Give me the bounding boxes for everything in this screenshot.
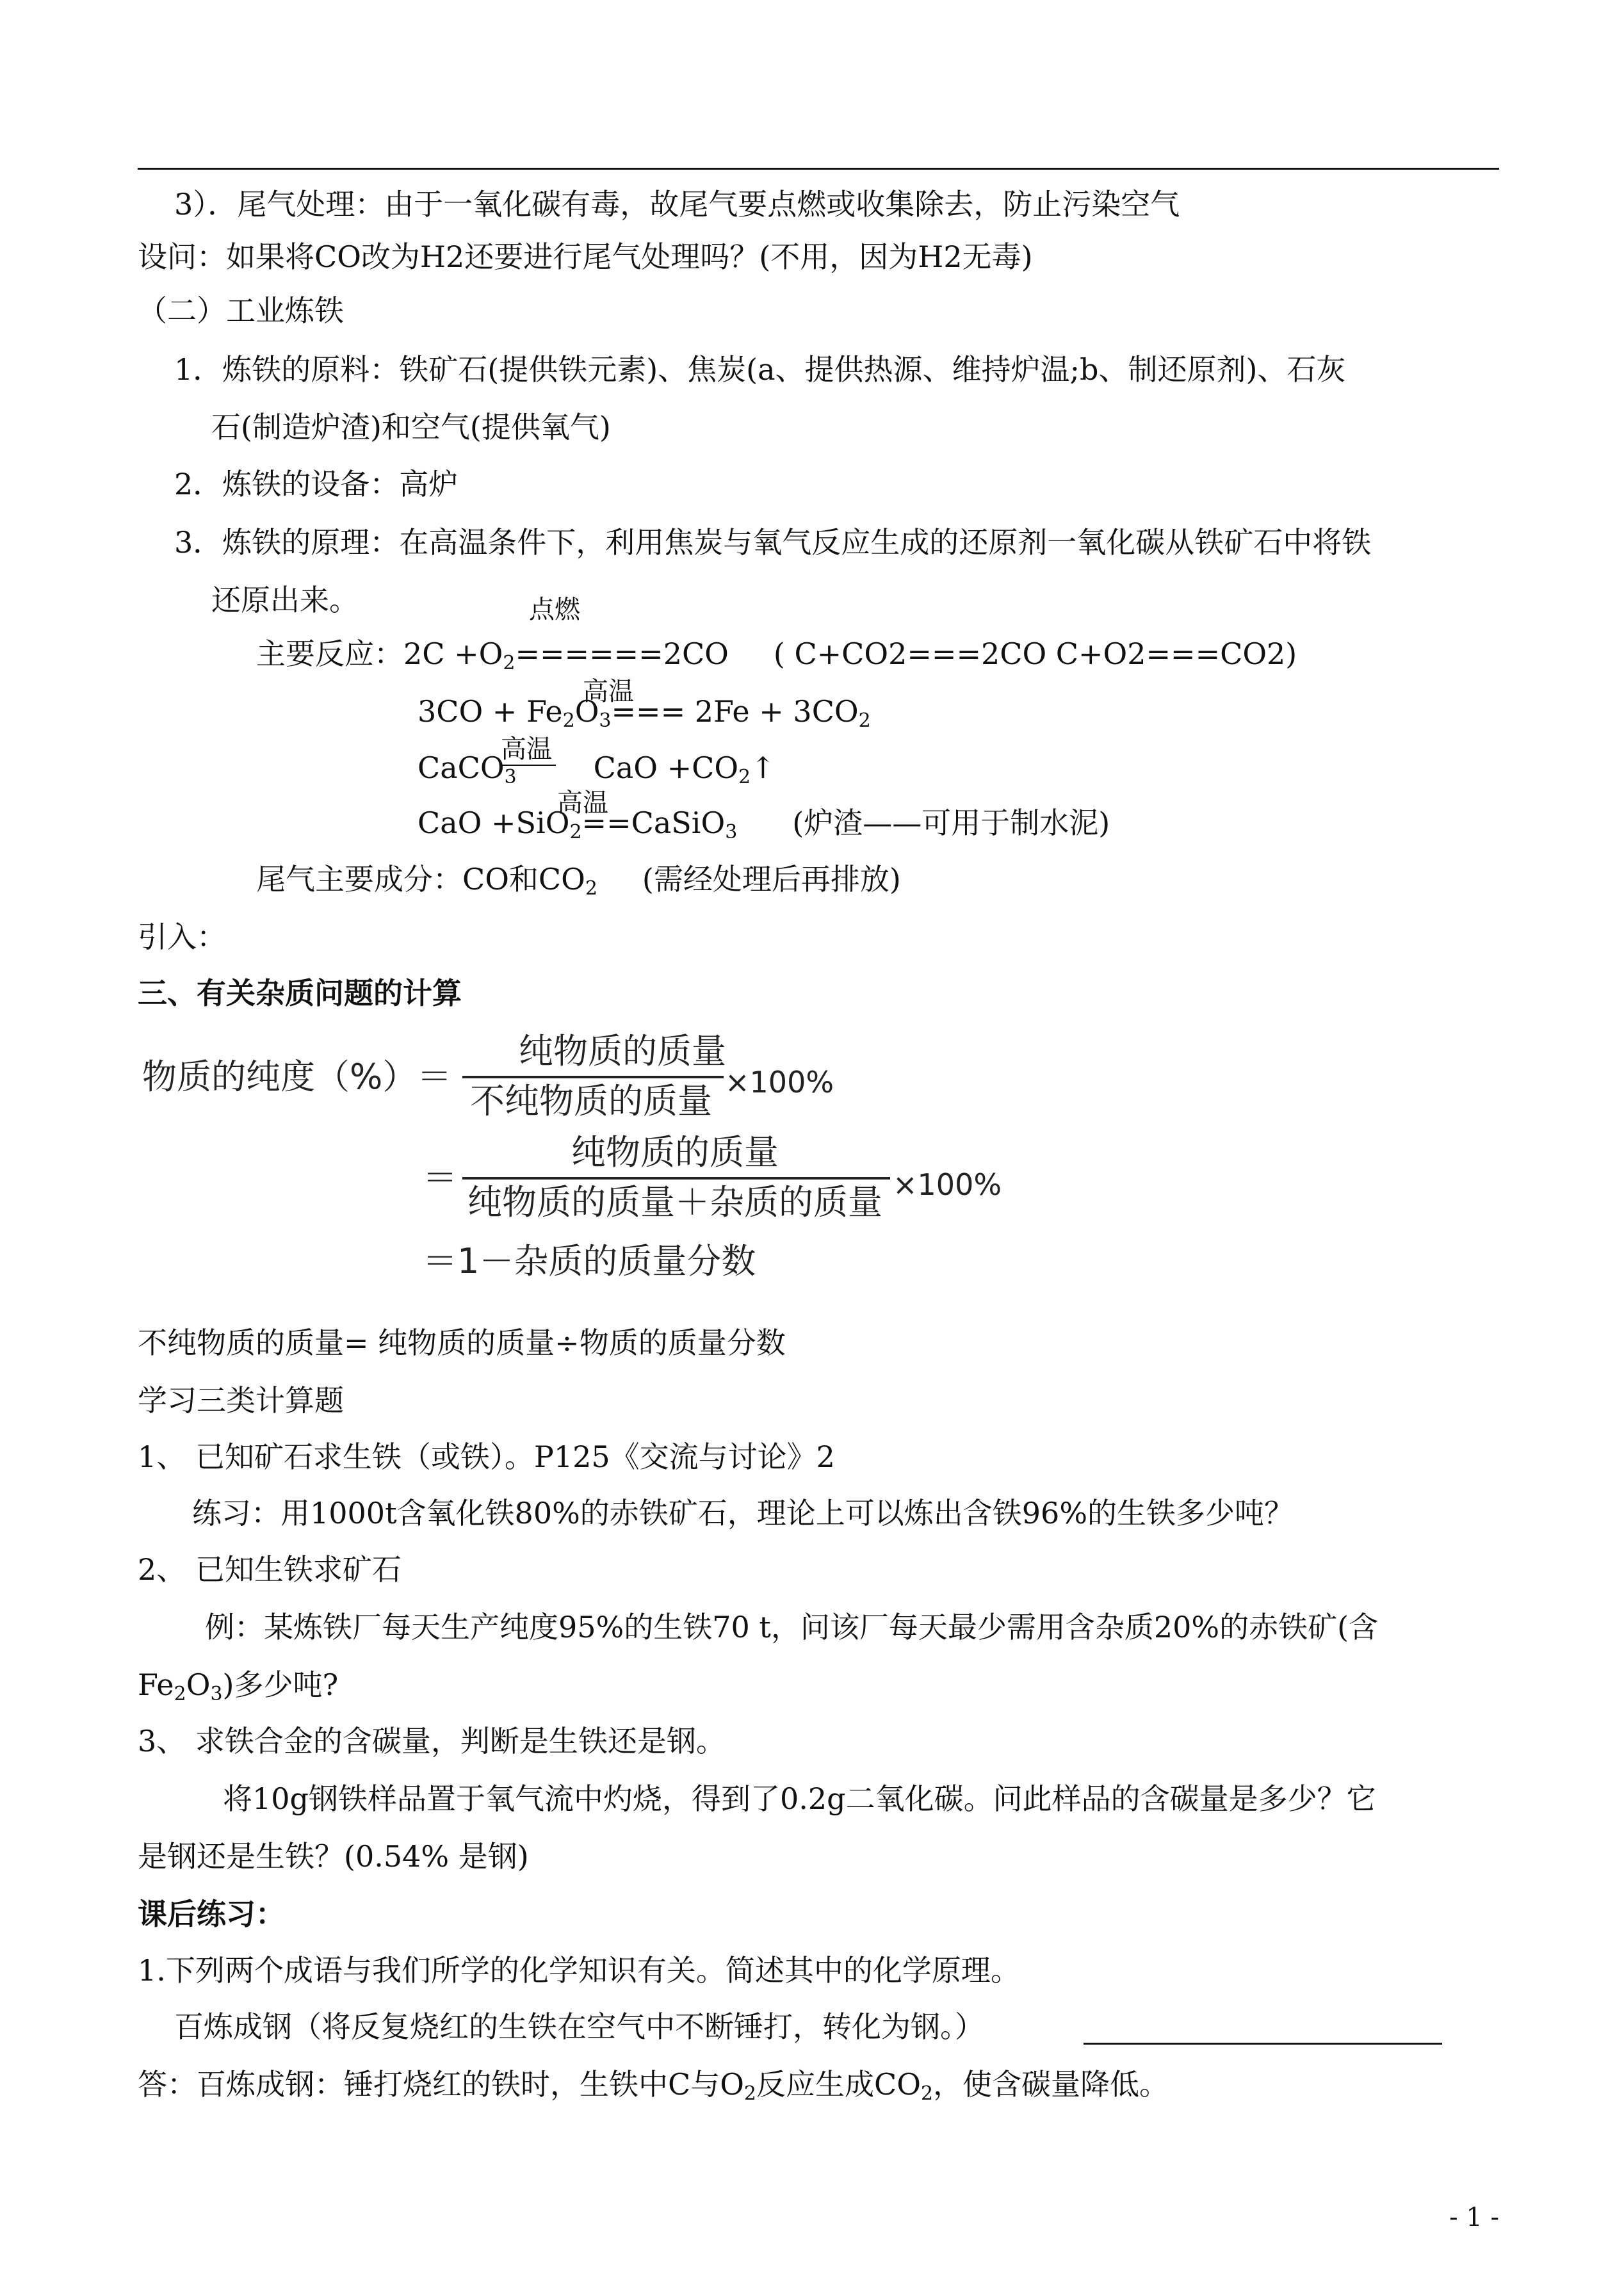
high-temp-condition: 高温	[583, 677, 634, 706]
formula-line-3: ＝1－杂质的质量分数	[423, 1241, 756, 1281]
header-rule	[138, 168, 1499, 170]
type-1-heading: 1、 已知矿石求生铁（或铁）。P125《交流与讨论》2	[138, 1439, 835, 1474]
reaction-1: 主要反应：$2C +O_2======2CO$ ( C+CO2===2CO C+O2===CO2)	[256, 637, 1297, 674]
reaction-3: CaCO$_3$ CaO $+CO_2↑$	[418, 750, 775, 788]
example-2-cont: $Fe_2O_3$)多少吨?	[138, 1667, 339, 1705]
example-3-cont: 是钢还是生铁？(0.54% 是钢)	[138, 1839, 529, 1874]
equipment-line: 2．炼铁的设备：高炉	[174, 467, 459, 501]
section-impurity-calc: 三、有关杂质问题的计算	[138, 976, 462, 1010]
exercise-1: 练习：用1000t含氧化铁80%的赤铁矿石，理论上可以炼出含铁96%的生铁多少吨？	[192, 1496, 1294, 1530]
ignite-condition: 点燃	[529, 595, 580, 624]
fraction-bar-2	[462, 1177, 890, 1180]
answer-line: 答：百炼成钢：锤打烧红的铁时，生铁中C与$O_2$反应生成$CO_2$，使含碳量降低。	[138, 2067, 1169, 2105]
fraction-bar-1	[462, 1076, 724, 1078]
example-2: 例：某炼铁厂每天生产纯度95%的生铁70 t，问该厂每天最少需用含杂质20%的赤铁矿(含	[205, 1610, 1379, 1644]
after-class-heading: 课后练习：	[138, 1897, 285, 1931]
intro-label: 引入：	[138, 920, 226, 954]
high-temp-condition: 高温	[501, 734, 552, 764]
impure-mass-line: 不纯物质的质量= 纯物质的质量÷物质的质量分数	[138, 1326, 786, 1360]
example-3: 将10g钢铁样品置于氧气流中灼烧，得到了0.2g二氧化碳。问此样品的含碳量是多少？它	[223, 1781, 1376, 1816]
type-2-heading: 2、 已知生铁求矿石	[138, 1552, 402, 1587]
raw-materials-line: 1．炼铁的原料：铁矿石(提供铁元素)、焦炭(a、提供热源、维持炉温;b、制还原剂)、石灰	[174, 352, 1346, 387]
formula-denominator-2: 纯物质的质量＋杂质的质量	[467, 1182, 882, 1222]
reaction-4: CaO +SiO$_2$==CaSiO$_3$ (炉渣——可用于制水泥)	[418, 806, 1110, 843]
three-types-label: 学习三类计算题	[138, 1383, 344, 1418]
principle-line: 3．炼铁的原理：在高温条件下，利用焦炭与氧气反应生成的还原剂一氧化碳从铁矿石中将铁	[174, 525, 1372, 560]
formula-multiplier-2: ×100%	[893, 1167, 1002, 1202]
idiom-question: 1.下列两个成语与我们所学的化学知识有关。简述其中的化学原理。	[138, 1953, 1020, 1988]
section-industrial-iron: （二）工业炼铁	[138, 293, 344, 328]
formula-equals-2: ＝	[423, 1158, 457, 1198]
formula-numerator-2: 纯物质的质量	[571, 1132, 779, 1172]
page-number: - 1 -	[1449, 2203, 1499, 2232]
formula-multiplier-1: ×100%	[725, 1065, 834, 1099]
formula-numerator-1: 纯物质的质量	[519, 1031, 726, 1071]
idiom-item: 百炼成钢（将反复烧红的生铁在空气中不断锤打，转化为钢。）	[174, 2009, 984, 2044]
type-3-heading: 3、 求铁合金的含碳量，判断是生铁还是钢。	[138, 1724, 726, 1758]
raw-materials-line-2: 石(制造炉渣)和空气(提供氧气)	[211, 410, 611, 444]
formula-lhs: 物质的纯度（%）＝	[142, 1057, 452, 1097]
question-line: 设问：如果将CO改为H2还要进行尾气处理吗？(不用，因为H2无毒)	[138, 239, 1033, 274]
tail-gas-components: 尾气主要成分：CO和$CO_2$ (需经处理后再排放)	[256, 862, 901, 900]
high-temp-condition: 高温	[557, 788, 608, 818]
answer-blank-line	[1084, 2043, 1442, 2045]
tail-gas-line: 3）．尾气处理：由于一氧化碳有毒，故尾气要点燃或收集除去，防止污染空气	[174, 187, 1180, 222]
reaction-2: $3CO + Fe_2O_3=== 2Fe + 3CO_2$	[418, 694, 871, 732]
principle-line-2: 还原出来。	[211, 583, 359, 617]
formula-denominator-1: 不纯物质的质量	[470, 1081, 712, 1121]
